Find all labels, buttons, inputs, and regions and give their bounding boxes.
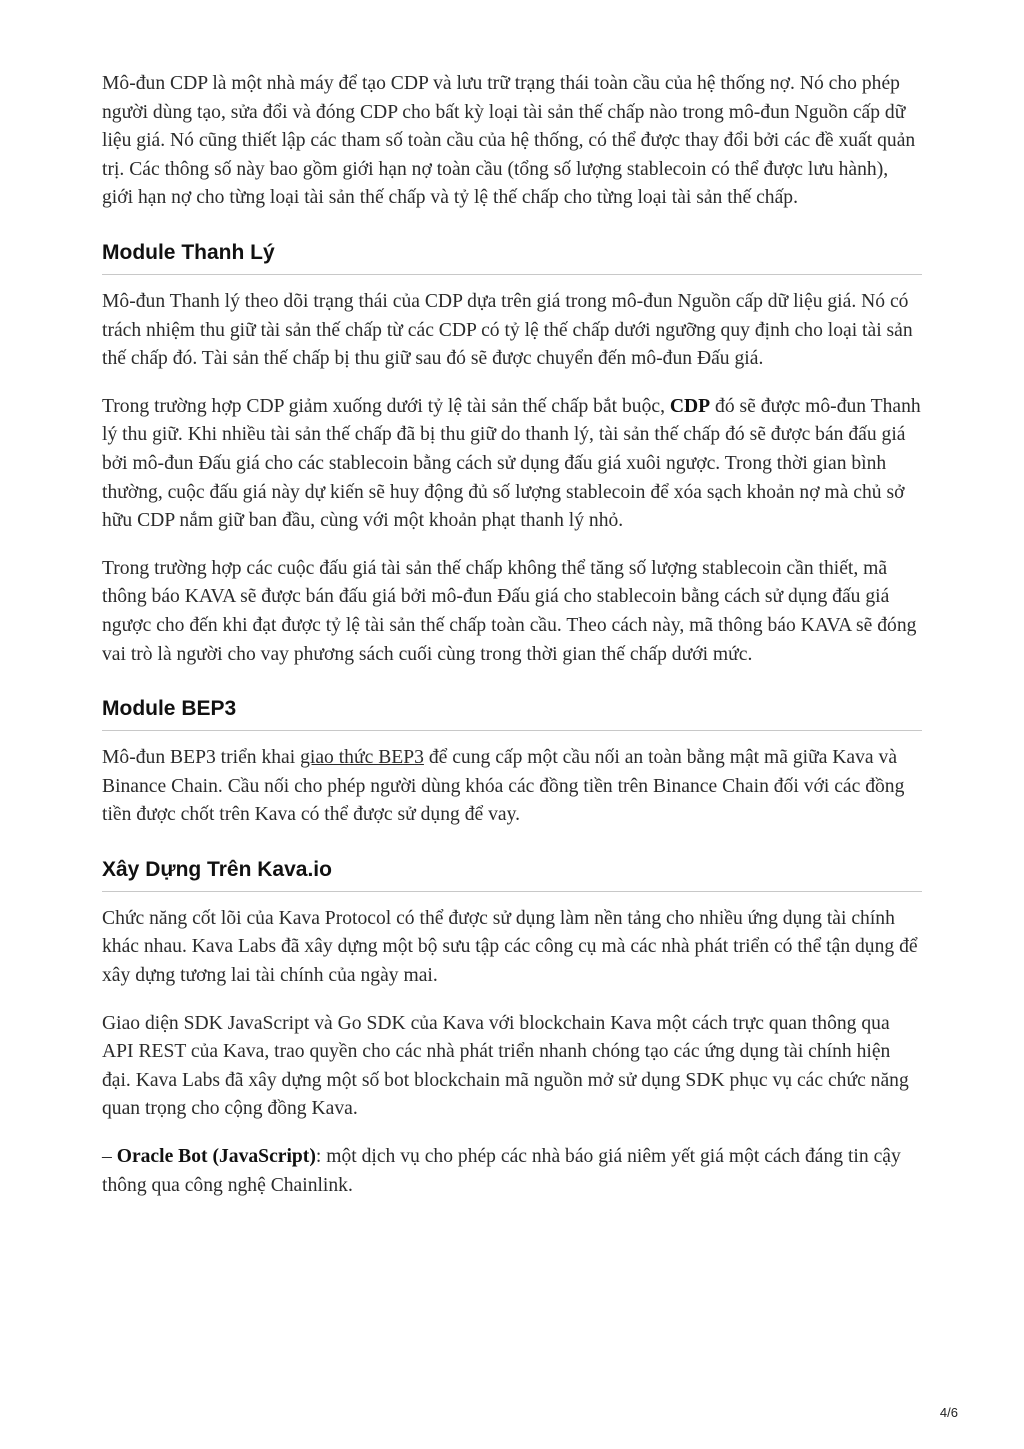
bep3-text-before: Mô-đun BEP3 triển khai (102, 747, 301, 769)
page-number: 4/6 (939, 1405, 958, 1420)
oracle-bot-dash: – (102, 1146, 117, 1168)
oracle-bot-title: Oracle Bot (JavaScript) (116, 1146, 316, 1168)
build-on-kava-heading: Xây Dựng Trên Kava.io (102, 856, 922, 892)
bep3-protocol-link[interactable]: giao thức BEP3 (300, 747, 424, 769)
liquidation-p2-text-before: Trong trường hợp CDP giảm xuống dưới tỷ lệ tài sản thế chấp bắt buộc, (102, 395, 670, 417)
oracle-bot-description: : một dịch vụ cho phép các nhà báo giá niêm yết giá một cách đáng tin cậy thông qua công nghệ Chainlink. (102, 1146, 901, 1196)
build-paragraph-2: Giao diện SDK JavaScript và Go SDK của Kava với blockchain Kava một cách trực quan thông qua API REST của Kava, trao quyền cho các nhà phát triển nhanh chóng tạo các ứng dụng tài chính hiện đại. Kava Labs đã xây dựng một số bot blockchain mã nguồn mở sử dụng SDK phục vụ các chức năng quan trọng cho cộng đồng Kava. (102, 1012, 909, 1120)
liquidation-p2-text-after: đó sẽ được mô-đun Thanh lý thu giữ. Khi nhiều tài sản thế chấp đã bị thu giữ do thanh lý, tài sản thế chấp đó sẽ được bán đấu giá bởi mô-đun Đấu giá cho các stablecoin bằng cách sử dụng đấu giá xuôi ngược. Trong thời gian bình thường, cuộc đấu giá này dự kiến sẽ huy động đủ số lượng stablecoin để xóa sạch khoản nợ mà chủ sở hữu CDP nắm giữ ban đầu, cùng với một khoản phạt thanh lý nhỏ. (102, 395, 921, 532)
bep3-module-heading: Module BEP3 (102, 695, 922, 731)
liquidation-paragraph-2 (102, 393, 922, 536)
liquidation-paragraph-1: Mô-đun Thanh lý theo dõi trạng thái của CDP dựa trên giá trong mô-đun Nguồn cấp dữ liệu giá. Nó có trách nhiệm thu giữ tài sản thế chấp từ các CDP có tỷ lệ thế chấp dưới ngưỡng quy định cho loại tài sản thế chấp đó. Tài sản thế chấp bị thu giữ sau đó sẽ được chuyển đến mô-đun Đấu giá. (102, 290, 913, 370)
oracle-bot-paragraph (102, 1143, 922, 1200)
cdp-module-paragraph: Mô-đun CDP là một nhà máy để tạo CDP và lưu trữ trạng thái toàn cầu của hệ thống nợ. Nó cho phép người dùng tạo, sửa đổi và đóng CDP cho bất kỳ loại tài sản thế chấp nào trong mô-đun Nguồn cấp dữ liệu giá. Nó cũng thiết lập các tham số toàn cầu của hệ thống, có thể được thay đổi bởi các đề xuất quản trị. Các thông số này bao gồm giới hạn nợ toàn cầu (tổng số lượng stablecoin có thể được lưu hành), giới hạn nợ cho từng loại tài sản thế chấp và tỷ lệ thế chấp cho từng loại tài sản thế chấp. (102, 73, 916, 209)
liquidation-module-heading: Module Thanh Lý (102, 239, 922, 275)
bep3-text-after: để cung cấp một cầu nối an toàn bằng mật mã giữa Kava và Binance Chain. Cầu nối cho phép người dùng khóa các đồng tiền trên Binance Chain đối với các đồng tiền được chốt trên Kava có thể được sử dụng để vay. (102, 747, 905, 826)
document-page (102, 70, 922, 1219)
cdp-bold-term: CDP (669, 395, 711, 417)
build-paragraph-1: Chức năng cốt lõi của Kava Protocol có thể được sử dụng làm nền tảng cho nhiều ứng dụng tài chính khác nhau. Kava Labs đã xây dựng một bộ sưu tập các công cụ mà các nhà phát triển có thể tận dụng để xây dựng tương lai tài chính của ngày mai. (102, 907, 918, 987)
liquidation-paragraph-3: Trong trường hợp các cuộc đấu giá tài sản thế chấp không thể tăng số lượng stablecoin cần thiết, mã thông báo KAVA sẽ được bán đấu giá bởi mô-đun Đấu giá cho stablecoin bằng cách sử dụng đấu giá ngược cho đến khi đạt được tỷ lệ tài sản thế chấp toàn cầu. Theo cách này, mã thông báo KAVA sẽ đóng vai trò là người cho vay phương sách cuối cùng trong thời gian thế chấp dưới mức. (102, 557, 917, 665)
bep3-paragraph (102, 744, 922, 830)
